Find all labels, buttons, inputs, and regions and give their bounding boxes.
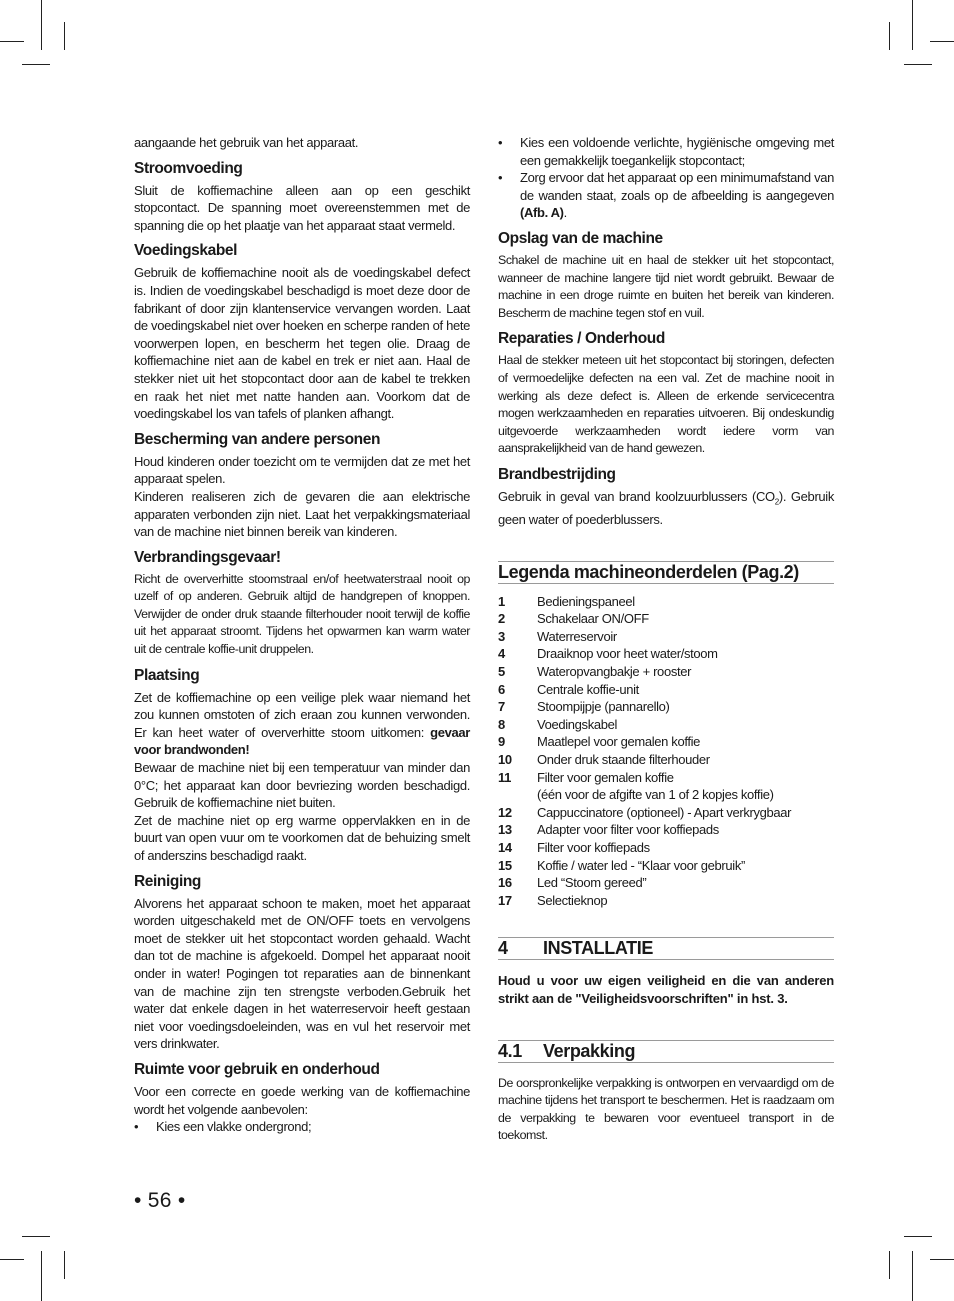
bullet-text: Kies een vlakke ondergrond; <box>156 1119 312 1135</box>
legend-row <box>498 645 791 663</box>
crop-mark <box>889 22 890 50</box>
section-heading-plaatsing: Plaatsing <box>134 666 200 684</box>
legend-label: (één voor de afgifte van 1 of 2 kopjes koffie) <box>537 787 774 803</box>
legend-row <box>498 628 791 646</box>
section-heading-bescherming: Bescherming van andere personen <box>134 430 381 448</box>
section-text-ruimte: Voor een correcte en goede werking van de koffiemachine wordt het volgende aanbevolen: <box>134 1083 470 1117</box>
legend-number: 16 <box>498 875 512 891</box>
legend-row <box>498 681 791 699</box>
legend-label: Filter voor gemalen koffie <box>537 769 674 785</box>
section-number: 4 <box>498 938 508 959</box>
legend-row <box>498 857 791 875</box>
section-heading-ruimte: Ruimte voor gebruik en onderhoud <box>134 1060 380 1078</box>
legend-row <box>498 663 791 681</box>
legend-number: 11 <box>498 769 512 785</box>
bullet-marker: • <box>134 1119 139 1135</box>
crop-mark <box>912 1251 913 1301</box>
crop-mark <box>889 1251 890 1279</box>
legend-row <box>498 839 791 857</box>
intro-text: aangaande het gebruik van het apparaat. <box>134 135 359 150</box>
section-heading-voedingskabel: Voedingskabel <box>134 242 238 260</box>
list-item <box>134 1118 470 1136</box>
legend-label: Onder druk staande filterhouder <box>537 752 710 768</box>
legend-label: Wateropvangbakje + rooster <box>537 664 692 680</box>
bullet-list <box>134 1118 470 1136</box>
legend-label: Adapter voor filter voor koffiepads <box>537 822 719 838</box>
legend-label: Cappuccinatore (optioneel) - Apart verkrygbaar <box>537 804 792 820</box>
legend-number: 3 <box>498 628 505 644</box>
legend-number: 6 <box>498 681 505 697</box>
bullet-text: Zorg ervoor dat het apparaat op een minimumafstand van de wanden staat, zoals op de afbeelding is aangegeven <box>520 170 834 203</box>
section-heading-opslag: Opslag van de machine <box>498 229 663 247</box>
legend-number: 1 <box>498 593 505 609</box>
legend-number: 10 <box>498 752 512 768</box>
bullet-marker: • <box>498 135 503 150</box>
bullet-marker: • <box>498 170 503 186</box>
brand-text-2: ). Gebruik geen water of poederblussers. <box>498 488 834 528</box>
section-heading-installatie <box>498 937 834 960</box>
crop-mark <box>0 1259 24 1260</box>
section-heading-reiniging: Reiniging <box>134 872 202 890</box>
section-heading-stroomvoeding: Stroomvoeding <box>134 159 243 177</box>
section-text-bescherming-2: Kinderen realiseren zich de gevaren die aan elektrische apparaten verbonden zijn niet. Laat het verpakkingsmateriaal van de machine niet binnen bereik van kinderen. <box>134 488 470 540</box>
brand-text-1: Gebruik in geval van brand koolzuurblussers (CO <box>498 488 775 504</box>
legend-number: 9 <box>498 734 505 750</box>
legend-number: 4 <box>498 646 505 662</box>
legend-row <box>498 804 791 822</box>
crop-mark <box>930 41 954 42</box>
crop-mark <box>22 64 50 65</box>
bullet-list <box>498 134 834 222</box>
section-text-bescherming-1: Houd kinderen onder toezicht om te vermijden dat ze met het apparaat spelen. <box>134 453 470 487</box>
section-heading-verpakking <box>498 1040 834 1063</box>
legend-row <box>498 769 791 787</box>
legend-label: Centrale koffie-unit <box>537 681 639 697</box>
crop-mark <box>904 1236 932 1237</box>
legend-label: Waterreservoir <box>537 628 617 644</box>
legend-row <box>498 716 791 734</box>
section-text-reparaties: Haal de stekker meteen uit het stopcontact bij storingen, defecten of vermoedelijke defecten na een val. Zet de machine nooit in werking als deze defect is. Alleen de erkende servicecentra mogen werkzaamheden en reparaties uitvoeren. Bij ondeskundig uitgevoerde werkzaamheden wordt iedere vorm van aansprakelijkheid van de hand gewezen. <box>498 353 834 456</box>
section-number: 4.1 <box>498 1040 522 1061</box>
crop-mark <box>64 1251 65 1279</box>
legend-label: Draaiknop voor heet water/stoom <box>537 646 718 662</box>
section-text-voedingskabel: Gebruik de koffiemachine nooit als de voedingskabel defect is. Indien de voedingskabel beschadigd is moet deze door de fabrikant of door zijn klantenservice vervangen worden. Laat de voedingskabel niet over hoeken en scherpe randen of hete voorwerpen lopen, en bescherm het tegen olie. Draag de koffiemachine niet aan de kabel en trek er niet aan. Haal de stekker niet uit het stopcontact door aan de kabel te trekken en raak het niet met natte handen aan. Voorkom dat de voedingskabel los van tafels of planken afhangt. <box>134 265 470 422</box>
crop-mark <box>904 64 932 65</box>
section-text-verpakking: De oorspronkelijke verpakking is ontworpen en vervaardigd om de machine tijdens het transport te beschermen. Het is raadzaam om de verpakking te bewaren voor eventueel transport in de toekomst. <box>498 1075 834 1143</box>
page-number: • 56 • <box>134 1189 186 1212</box>
section-text-brandbestrijding <box>498 488 834 529</box>
legend-label: Filter voor koffiepads <box>537 840 650 855</box>
parts-legend-list <box>498 593 791 910</box>
legend-number: 13 <box>498 822 512 838</box>
legend-number: 14 <box>498 840 512 855</box>
crop-mark <box>930 1259 954 1260</box>
legend-label: Selectieknop <box>537 892 608 908</box>
crop-mark <box>41 1251 42 1301</box>
legend-label: Bedieningspaneel <box>537 593 635 609</box>
legend-number <box>498 786 537 804</box>
legend-label: Led “Stoom gereed” <box>537 875 647 891</box>
legend-row <box>498 786 791 804</box>
legend-row <box>498 733 791 751</box>
section-heading-verbrandingsgevaar: Verbrandingsgevaar! <box>134 548 281 566</box>
section-text-stroomvoeding: Sluit de koffiemachine alleen aan op een geschikt stopcontact. De spanning moet overeenstemmen met de spanning die op het plaatje van het apparaat staat vermeld. <box>134 182 470 233</box>
legend-row <box>498 874 791 892</box>
legend-number: 7 <box>498 699 505 715</box>
legend-label: Schakelaar ON/OFF <box>537 611 649 627</box>
bullet-text-end: . <box>563 205 567 221</box>
legend-number: 5 <box>498 664 505 680</box>
section-title: Verpakking <box>543 1040 636 1061</box>
legend-number: 2 <box>498 611 505 627</box>
legend-label: Stoompijpje (pannarello) <box>537 699 670 715</box>
crop-mark <box>64 22 65 50</box>
section-heading-brandbestrijding: Brandbestrijding <box>498 465 616 483</box>
section-text-plaatsing-2: Bewaar de machine niet bij een temperatuur van minder dan 0°C; het apparaat kan door bevriezing worden beschadigd. Gebruik de koffiemachine niet buiten. <box>134 760 470 811</box>
section-text-opslag: Schakel de machine uit en haal de stekker uit het stopcontact, wanneer de machine langere tijd niet wordt gebruikt. Bewaar de machine in een droge ruimte en buiten het bereik van kinderen. Bescherm de machine tegen stof en vuil. <box>498 252 834 320</box>
bullet-text: Kies een voldoende verlichte, hygiënische omgeving met een gemakkelijk toegankelijk stopcontact; <box>520 135 834 168</box>
crop-mark <box>912 0 913 50</box>
section-text-installatie: Houd u voor uw eigen veiligheid en die van anderen strikt aan de "Veiligheidsvoorschriften" in hst. 3. <box>498 973 834 1006</box>
subscript-2: 2 <box>774 497 779 507</box>
legend-label: Voedingskabel <box>537 716 618 732</box>
legend-number: 8 <box>498 716 505 732</box>
section-text-plaatsing-3: Zet de machine niet op erg warme oppervlakken en in de buurt van open vuur om te voorkomen dat de behuizing smelt of anderszins beschadigd raakt. <box>134 812 470 863</box>
legend-row <box>498 593 791 611</box>
plaatsing-text-regular: Zet de koffiemachine op een veilige plek waar niemand het zou kunnen omstoten of zich eraan zou kunnen verwonden. Er kan heet water of oververhitte stoom uitkomen: <box>134 689 470 740</box>
crop-mark <box>0 41 24 42</box>
legend-label: Maatlepel voor gemalen koffie <box>537 734 701 750</box>
legend-number: 15 <box>498 857 512 873</box>
plaatsing-warning: gevaar voor brandwonden! <box>134 724 470 758</box>
crop-mark <box>41 0 42 50</box>
section-title: INSTALLATIE <box>543 938 653 959</box>
right-column <box>498 134 834 1145</box>
section-heading-reparaties: Reparaties / Onderhoud <box>498 330 665 348</box>
list-item <box>498 134 834 169</box>
legend-row <box>498 698 791 716</box>
legend-row <box>498 751 791 769</box>
legend-row <box>498 821 791 839</box>
section-text-reiniging: Alvorens het apparaat schoon te maken, moet het apparaat worden uitgeschakeld met de ON/OFF toets en vervolgens moet de stekker uit het stopcontact worden gehaald. Wacht dan tot de machine is afgekoeld. Dompel het apparaat nooit onder in water! Pogingen tot reparaties aan de binnenkant van de machine zijn ten strengste verboden.Gebruik het water dat enkele dagen in het waterreservoir heeft gestaan niet voor voedingsdoeleinden, was en vul het reservoir met vers drinkwater. <box>134 895 470 1052</box>
legend-row <box>498 610 791 628</box>
legend-row <box>498 892 791 910</box>
crop-mark <box>22 1236 50 1237</box>
section-text-verbrandingsgevaar: Richt de oververhitte stoomstraal en/of heetwaterstraal nooit op uzelf of op anderen. Gebruik altijd de handgrepen of knoppen. Verwijder de onder druk staande filterhouder nooit terwijl de koffie uit het apparaat stroomt. Tijdens het opwarmen kan warm water uit de centrale koffie-unit druppelen. <box>134 571 470 657</box>
legend-number: 12 <box>498 804 512 820</box>
left-column <box>134 134 470 1136</box>
legend-heading: Legenda machineonderdelen (Pag.2) <box>498 561 834 584</box>
legend-number: 17 <box>498 892 512 908</box>
list-item <box>498 169 834 222</box>
figure-reference: (Afb. A) <box>520 205 564 221</box>
legend-label: Koffie / water led - “Klaar voor gebruik” <box>537 857 745 873</box>
section-text-plaatsing-1 <box>134 689 470 759</box>
